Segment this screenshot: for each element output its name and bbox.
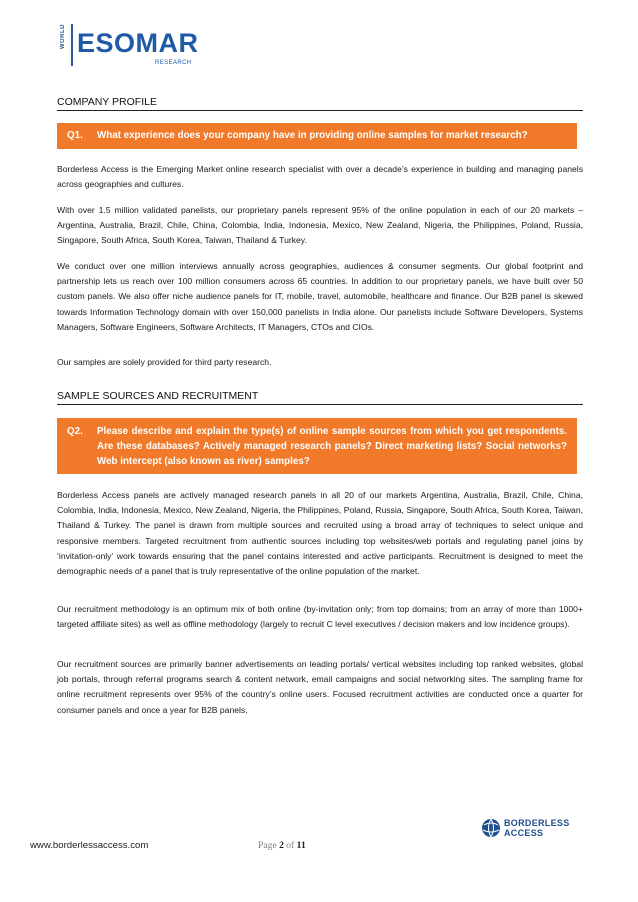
logo-bar (71, 24, 73, 66)
paragraph: With over 1.5 million validated panelists, our proprietary panels represent 95% of the online population in each of our 20 markets – Argentina, Australia, Brazil, Chile, China, Colombia, India, Indonesia, Mexico, New Zealand, Nigeria, the Philippines, Poland, Russia, Singapore, South Africa, South Korea, Taiwan, Thailand & Turkey. (57, 205, 583, 246)
logo-sub: RESEARCH (155, 60, 192, 66)
logo-name: ESOMAR (77, 28, 199, 58)
page-current: 2 (279, 840, 284, 851)
logo-world-text: WORLD (60, 24, 66, 50)
section-title-sample-sources: SAMPLE SOURCES AND RECRUITMENT (57, 390, 583, 405)
paragraph: Our recruitment sources are primarily banner advertisements on leading portals/ vertical websites including top ranked websites, global job portals, through referral programs search & content network, email campaigns and social networking sites. The sampling frame for online recruitment represents over 95% of the country’s online users. Focused recruitment activities are conducted once a quarter for consumer panels and once a year for B2B panels. (57, 659, 583, 715)
question-box-q2 (57, 418, 577, 474)
question-box-q1 (57, 123, 577, 149)
paragraph: Borderless Access is the Emerging Market online research specialist with over a decade’s experience in building and managing panels across geographies and cultures. (57, 164, 583, 190)
brand-line-1: BORDERLESS (504, 818, 570, 828)
globe-icon (480, 816, 502, 840)
brand-text (504, 818, 570, 838)
page-word: Page (258, 840, 277, 851)
page-total: 11 (296, 840, 306, 851)
paragraph: We conduct over one million interviews annually across geographies, audiences & consumer segments. Our global footprint and partnership lets us reach over 100 million consumers across 65 countries. In addition to our proprietary panels, we have built over 50 custom panels. We also offer niche audience panels for IT, mobile, travel, automobile, healthcare and finance. Our B2B panel is skewed towards Information Technology domain with over 150,000 panelists in India alone. Our panelists include Software Developers, Systems Managers, Software Engineers, Software Architects, IT Managers, CTOs and CIOs. (57, 261, 583, 332)
paragraph: Our samples are solely provided for third party research. (57, 357, 272, 367)
question-number: Q1. (67, 130, 83, 141)
footer-url[interactable]: www.borderlessaccess.com (30, 840, 149, 851)
brand-line-2: ACCESS (504, 828, 544, 838)
borderless-access-logo (480, 816, 590, 846)
question-text: What experience does your company have in providing online samples for market research? (97, 130, 528, 141)
section-title-company-profile: COMPANY PROFILE (57, 96, 583, 111)
paragraph: Borderless Access panels are actively managed research panels in all 20 of our markets Argentina, Australia, Brazil, Chile, China, Colombia, India, Indonesia, Mexico, New Zealand, Nigeria, the Philippines, Poland, Russia, Singapore, South Africa, South Korea, Taiwan, Thailand & Turkey. The panel is drawn from multiple sources and recruited using a broad array of techniques to select unique and responsive members. Targeted recruitment from authentic sources including top websites/web portals and regulating panel joins by ‘invitation-only’ work towards ensuring that the panel contains interested and active participants. Recruitment is designed to meet the demographic needs of a panel that is truly representative of the online population of the market. (57, 490, 583, 577)
page-of: of (286, 840, 295, 851)
question-text: Please describe and explain the type(s) of online sample sources from which you get respondents. Are these databases? Actively managed research panels? Direct marketing lists? Social networks? Web intercept (also known as river) samples? (97, 426, 567, 467)
question-number: Q2. (67, 426, 83, 437)
esomar-logo (60, 18, 200, 72)
page-number (258, 840, 306, 851)
paragraph: Our recruitment methodology is an optimum mix of both online (by-invitation only; from top domains; from an array of more than 1000+ targeted affiliate sites) as well as offline methodology (largely to recruit C level executives / decision makers and low incidence groups). (57, 604, 583, 630)
